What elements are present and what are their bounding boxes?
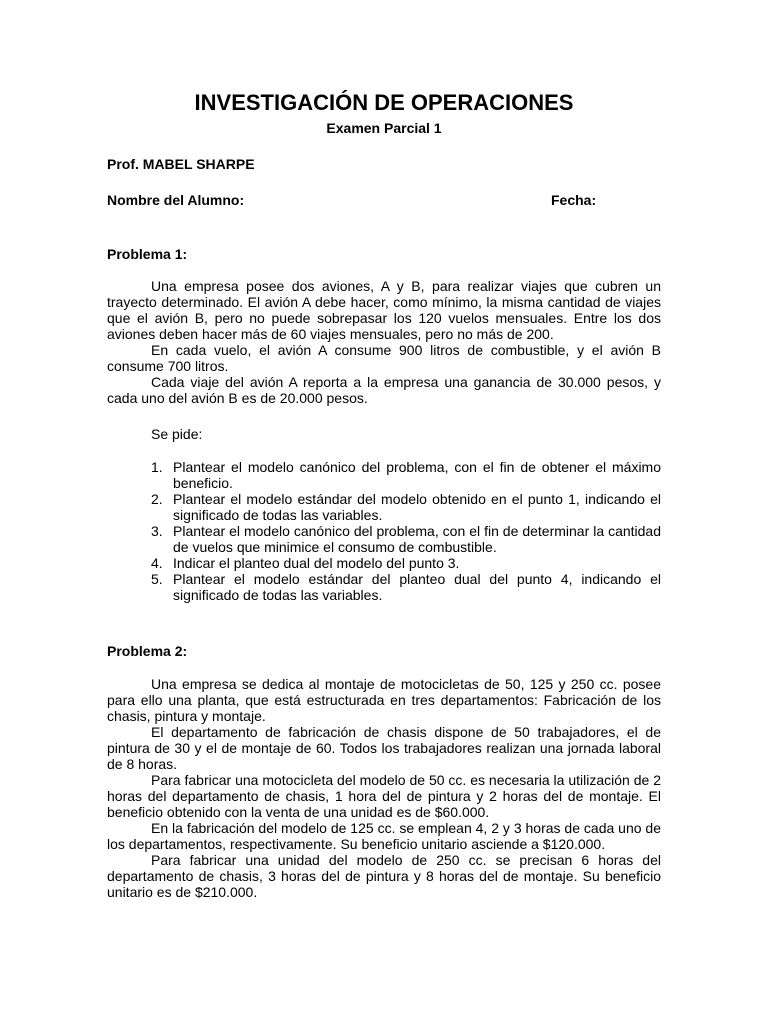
task-text: Plantear el modelo estándar del planteo dual del punto 4, indicando el significado de todas las variables. <box>173 571 661 603</box>
problem2-heading: Problema 2: <box>107 643 188 659</box>
task-number: 4. <box>151 555 163 571</box>
task-item <box>107 491 661 523</box>
problem2-paragraph: Una empresa se dedica al montaje de motocicletas de 50, 125 y 250 cc. posee para ello una planta, que está estructurada en tres departamentos: Fabricación de los chasis, pintura y montaje. <box>107 676 661 724</box>
problem1-paragraph: En cada vuelo, el avión A consume 900 litros de combustible, y el avión B consume 700 litros. <box>107 342 661 374</box>
task-item <box>107 571 661 603</box>
task-number: 2. <box>151 491 163 507</box>
task-number: 1. <box>151 459 163 475</box>
task-text: Plantear el modelo canónico del problema, con el fin de determinar la cantidad de vuelos que minimice el consumo de combustible. <box>173 523 661 555</box>
document-subtitle: Examen Parcial 1 <box>326 120 442 136</box>
problem1-heading: Problema 1: <box>107 246 188 262</box>
task-text: Plantear el modelo canónico del problema, con el fin de obtener el máximo beneficio. <box>173 459 661 491</box>
problem1-task-list <box>107 459 661 603</box>
problem2-paragraph: Para fabricar una unidad del modelo de 250 cc. se precisan 6 horas del departamento de chasis, 3 horas del de pintura y 8 horas del de montaje. Su beneficio unitario es de $210.000. <box>107 852 661 900</box>
task-number: 5. <box>151 571 163 587</box>
professor-name: Prof. MABEL SHARPE <box>107 156 255 172</box>
task-item <box>107 555 661 571</box>
student-name-label: Nombre del Alumno: <box>107 192 245 208</box>
task-item <box>107 523 661 555</box>
task-text: Plantear el modelo estándar del modelo obtenido en el punto 1, indicando el significado de todas las variables. <box>173 491 661 523</box>
task-item <box>107 459 661 491</box>
document-title: INVESTIGACIÓN DE OPERACIONES <box>194 90 574 115</box>
problem1-paragraph: Una empresa posee dos aviones, A y B, para realizar viajes que cubren un trayecto determinado. El avión A debe hacer, como mínimo, la misma cantidad de viajes que el avión B, pero no puede sobrepasar los 120 vuelos mensuales. Entre los dos aviones deben hacer más de 60 viajes mensuales, pero no más de 200. <box>107 278 661 342</box>
se-pide-label: Se pide: <box>151 426 203 442</box>
problem2-statement <box>107 676 661 900</box>
date-label: Fecha: <box>551 192 597 208</box>
task-text: Indicar el planteo dual del modelo del punto 3. <box>173 555 460 571</box>
task-number: 3. <box>151 523 163 539</box>
problem1-paragraph: Cada viaje del avión A reporta a la empresa una ganancia de 30.000 pesos, y cada uno del avión B es de 20.000 pesos. <box>107 374 661 406</box>
problem2-paragraph: El departamento de fabricación de chasis dispone de 50 trabajadores, el de pintura de 30 y el de montaje de 60. Todos los trabajadores realizan una jornada laboral de 8 horas. <box>107 724 661 772</box>
problem1-statement <box>107 278 661 406</box>
problem2-paragraph: En la fabricación del modelo de 125 cc. se emplean 4, 2 y 3 horas de cada uno de los departamentos, respectivamente. Su beneficio unitario asciende a $120.000. <box>107 820 661 852</box>
problem2-paragraph: Para fabricar una motocicleta del modelo de 50 cc. es necesaria la utilización de 2 horas del departamento de chasis, 1 hora del de pintura y 2 horas del de montaje. El beneficio obtenido con la venta de una unidad es de $60.000. <box>107 772 661 820</box>
